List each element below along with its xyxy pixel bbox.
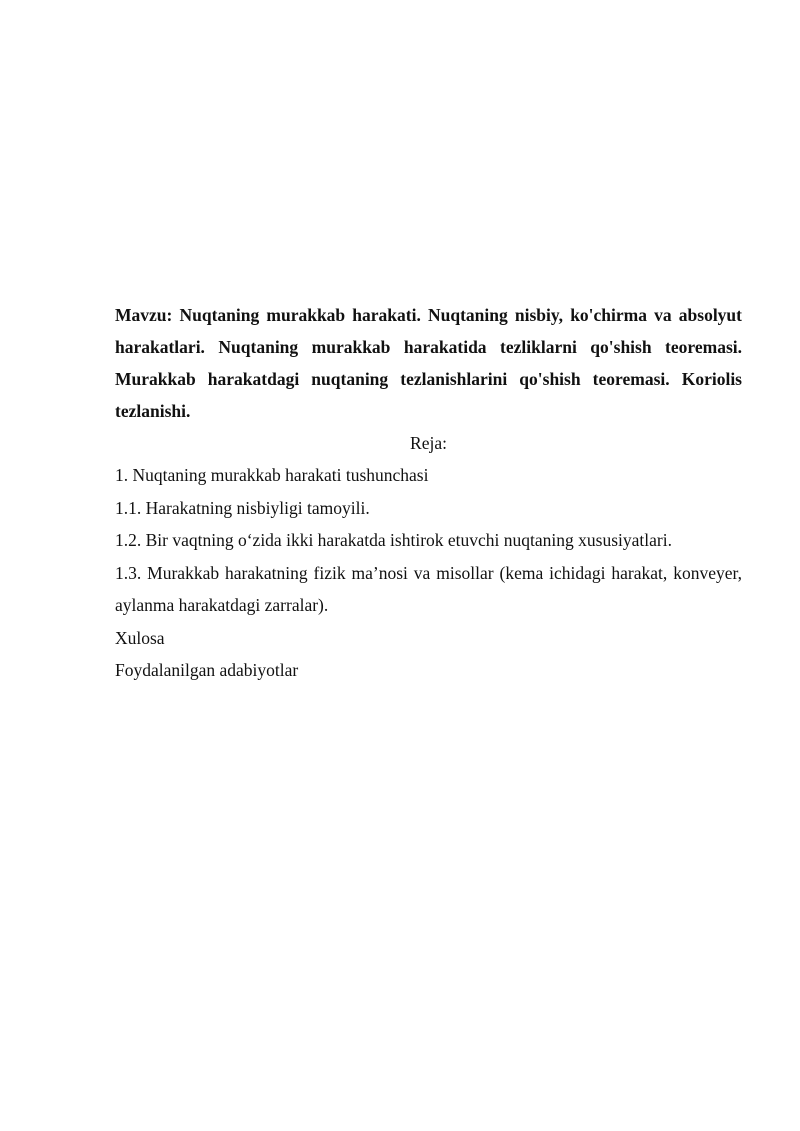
document-title: Mavzu: Nuqtaning murakkab harakati. Nuqtaning nisbiy, ko'chirma va absolyut harakatlari. Nuqtaning murakkab harakatida tezliklarni qo'shish teoremasi. Murakkab harakatdagi nuqtaning tezlanishlarini qo'shish teoremasi. Koriolis tezlanishi. — [115, 305, 742, 421]
plan-item-1: 1. Nuqtaning murakkab harakati tushunchasi — [115, 465, 429, 485]
plan-item-1-3: 1.3. Murakkab harakatning fizik ma’nosi va misollar (kema ichidagi harakat, konveyer, aylanma harakatdagi zarralar). — [115, 562, 742, 615]
plan-item-1-1: 1.1. Harakatning nisbiyligi tamoyili. — [115, 497, 370, 518]
references-item: Foydalanilgan adabiyotlar — [115, 660, 299, 680]
plan-heading: Reja: — [410, 433, 447, 453]
document-body — [115, 299, 742, 687]
conclusion-item: Xulosa — [115, 627, 165, 648]
plan-item-1-2: 1.2. Bir vaqtning o‘zida ikki harakatda ishtirok etuvchi nuqtaning xususiyatlari. — [115, 530, 672, 550]
